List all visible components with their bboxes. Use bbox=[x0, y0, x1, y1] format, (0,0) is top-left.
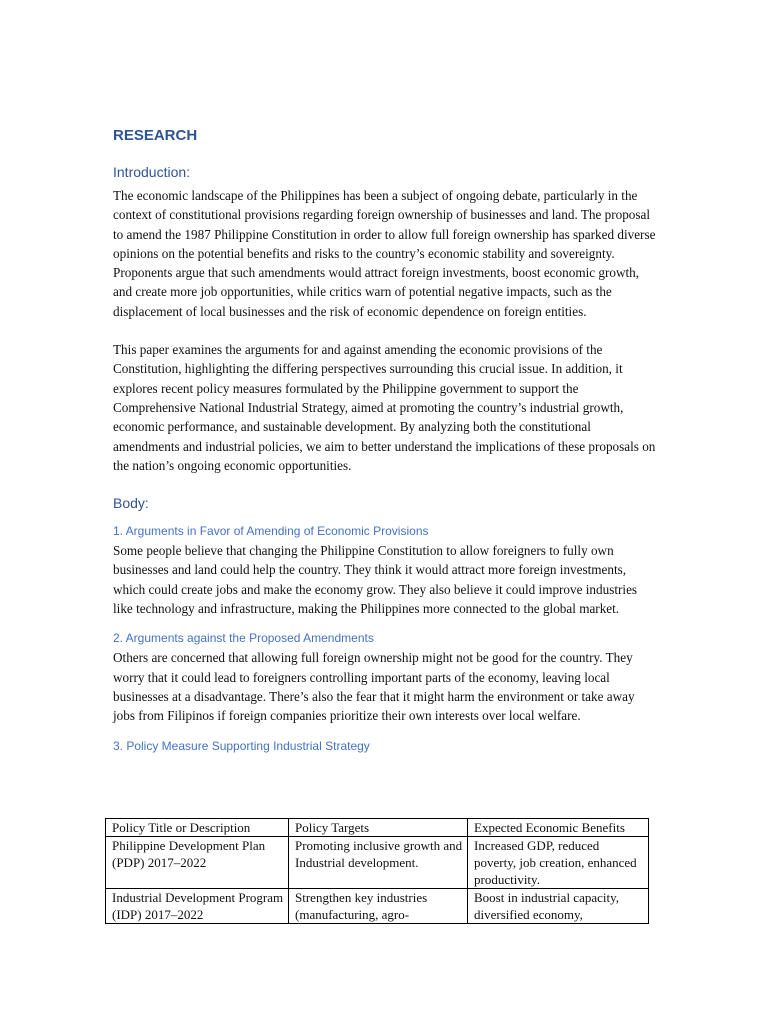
body-heading: Body: bbox=[113, 495, 149, 512]
introduction-paragraph-1: The economic landscape of the Philippines has been a subject of ongoing debate, particularly in the context of constitutional provisions regarding foreign ownership of businesses and land. The proposal to amend the 1987 Philippine Constitution in order to allow full foreign ownership has sparked diverse opinions on the potential benefits and risks to the country’s economic stability and sovereignty. Proponents argue that such amendments would attract foreign investments, boost economic growth, and create more job opportunities, while critics warn of potential negative impacts, such as the displacement of local businesses and the risk of economic dependence on foreign entities. bbox=[113, 188, 656, 319]
table-cell: Increased GDP, reduced poverty, job creation, enhanced productivity. bbox=[468, 837, 649, 889]
table-cell bbox=[106, 889, 289, 924]
table-header-row bbox=[106, 819, 649, 837]
table-row bbox=[106, 837, 649, 889]
table-row bbox=[106, 889, 649, 924]
table-header-cell: Policy Targets bbox=[289, 819, 468, 837]
table-cell-text: Boost in industrial capacity, diversified economy, bbox=[474, 890, 620, 922]
section-arguments-against bbox=[113, 629, 658, 725]
table-cell-text: Strengthen key industries (manufacturing, agro- bbox=[295, 890, 428, 922]
document-content bbox=[113, 126, 658, 758]
section-heading: 1. Arguments in Favor of Amending of Economic Provisions bbox=[113, 524, 429, 539]
table-cell bbox=[289, 889, 468, 924]
section-heading: 2. Arguments against the Proposed Amendments bbox=[113, 631, 374, 646]
section-arguments-in-favor bbox=[113, 522, 658, 618]
table-cell bbox=[468, 889, 649, 924]
table-cell: Promoting inclusive growth and Industrial development. bbox=[289, 837, 468, 889]
table-cell: Philippine Development Plan (PDP) 2017–2022 bbox=[106, 837, 289, 889]
table-cell-text: Industrial Development Program (IDP) 2017–2022 bbox=[112, 890, 284, 922]
document-title: RESEARCH bbox=[113, 127, 198, 144]
section-text: Others are concerned that allowing full foreign ownership might not be good for the country. They worry that it could lead to foreigners controlling important parts of the economy, leaving local businesses at a disadvantage. There’s also the fear that it might harm the environment or take away jobs from Filipinos if foreign companies prioritize their own interests over local welfare. bbox=[113, 650, 635, 724]
section-text: Some people believe that changing the Philippine Constitution to allow foreigners to fully own businesses and land could help the country. They think it would attract more foreign investments, which could create jobs and make the economy grow. They also believe it could improve industries like technology and infrastructure, making the Philippines more connected to the global market. bbox=[113, 543, 638, 617]
policy-table bbox=[105, 818, 649, 924]
introduction-paragraph-2: This paper examines the arguments for and against amending the economic provisions of the Constitution, highlighting the differing perspectives surrounding this crucial issue. In addition, it explores recent policy measures formulated by the Philippine government to support the Comprehensive National Industrial Strategy, aimed at promoting the country’s industrial growth, economic performance, and sustainable development. By analyzing both the constitutional amendments and industrial policies, we aim to better understand the implications of these proposals on the nation’s ongoing economic opportunities. bbox=[113, 342, 656, 473]
introduction-heading: Introduction: bbox=[113, 164, 191, 180]
table-header-cell: Policy Title or Description bbox=[106, 819, 289, 837]
section-heading: 3. Policy Measure Supporting Industrial Strategy bbox=[113, 738, 370, 753]
table-header-cell: Expected Economic Benefits bbox=[468, 819, 649, 837]
section-policy-measures bbox=[113, 737, 658, 756]
